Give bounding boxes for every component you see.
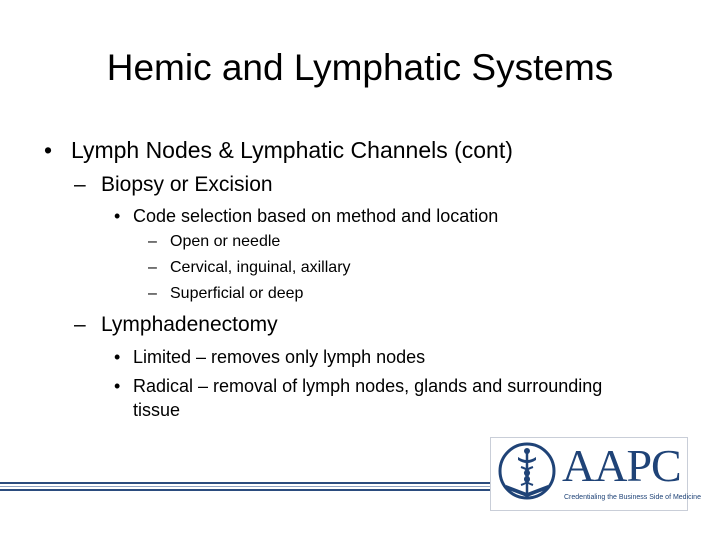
- aapc-logo: [490, 437, 701, 511]
- bullet-text: Superficial or deep: [170, 285, 304, 302]
- bullet-biopsy: [74, 172, 273, 198]
- bullet-marker: •: [114, 376, 121, 396]
- bullet-text: tissue: [133, 400, 181, 420]
- bullet-cervical: [148, 258, 351, 278]
- bullet-radical: [114, 375, 603, 397]
- bullet-text: Lymph Nodes & Lymphatic Channels (cont): [71, 137, 513, 163]
- bullet-radical-continued: [133, 399, 180, 421]
- bullet-text: Radical – removal of lymph nodes, glands and surrounding: [133, 376, 603, 396]
- bullet-lymph-nodes: [44, 136, 513, 164]
- bullet-marker: •: [44, 137, 53, 163]
- footer-divider: [0, 482, 490, 484]
- bullet-lymphadenectomy: [74, 312, 278, 338]
- bullet-text: Open or needle: [170, 233, 281, 250]
- dash-marker: –: [74, 173, 86, 196]
- caduceus-book-icon: [496, 441, 558, 505]
- dash-marker: –: [148, 285, 157, 302]
- bullet-text: Limited – removes only lymph nodes: [133, 347, 426, 367]
- bullet-marker: •: [114, 206, 121, 226]
- logo-tagline: Credentialing the Business Side of Medicine: [564, 494, 701, 501]
- dash-marker: –: [148, 233, 157, 250]
- bullet-code-selection: [114, 205, 499, 227]
- footer-divider: [0, 489, 490, 491]
- logo-wordmark: AAPC: [562, 440, 681, 491]
- bullet-marker: •: [114, 347, 121, 367]
- dash-marker: –: [148, 259, 157, 276]
- slide-title: Hemic and Lymphatic Systems: [106, 47, 614, 88]
- dash-marker: –: [74, 313, 86, 336]
- bullet-text: Biopsy or Excision: [101, 173, 273, 196]
- bullet-text: Code selection based on method and location: [133, 206, 499, 226]
- bullet-open-needle: [148, 232, 281, 252]
- bullet-text: Lymphadenectomy: [101, 313, 278, 336]
- bullet-text: Cervical, inguinal, axillary: [170, 259, 351, 276]
- footer-divider: [0, 486, 490, 487]
- bullet-limited: [114, 346, 426, 368]
- bullet-superficial: [148, 284, 304, 304]
